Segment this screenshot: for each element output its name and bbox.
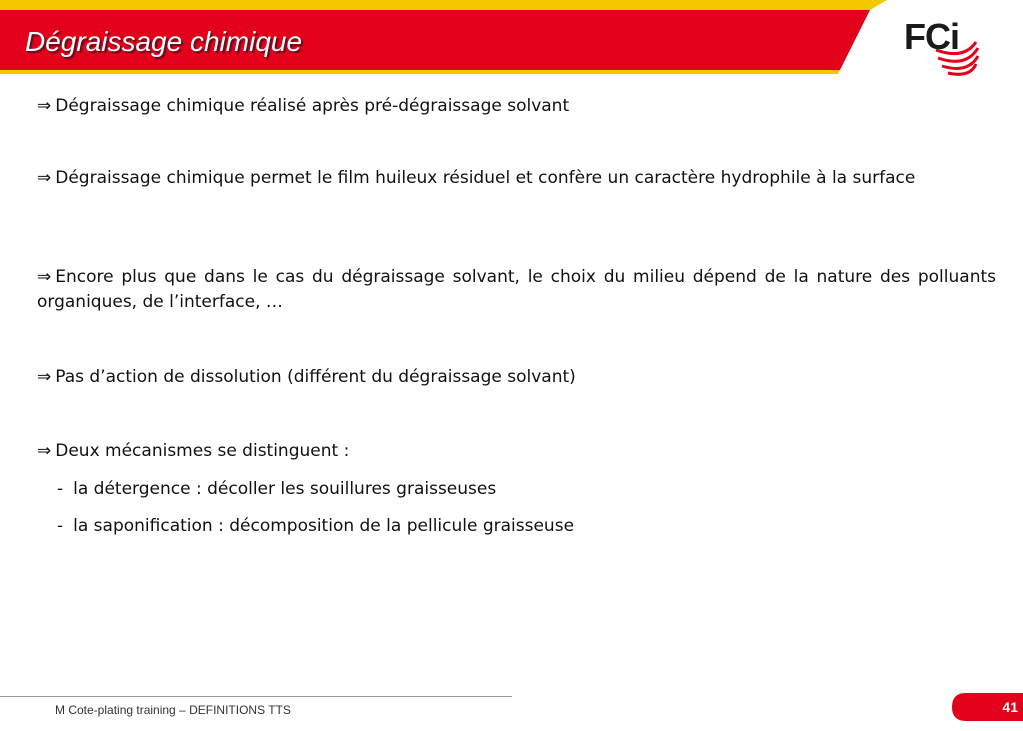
implies-arrow-icon: ⇒	[37, 441, 52, 461]
implies-arrow-icon: ⇒	[37, 96, 52, 116]
footer-text: M Cote-plating training – DEFINITIONS TTS	[55, 703, 291, 717]
bullet-text: Pas d’action de dissolution (différent du dégraissage solvant)	[55, 367, 576, 387]
bullet-text: Dégraissage chimique permet le film huileux résiduel et confère un caractère hydrophile à la surface	[55, 168, 916, 188]
sub-bullet-2	[57, 514, 574, 539]
bullet-5	[37, 439, 349, 464]
page-number: 41	[1002, 699, 1018, 715]
slide-title: Dégraissage chimique	[25, 26, 303, 57]
fci-logo	[904, 16, 980, 82]
bullet-2	[37, 166, 915, 191]
bullet-3	[37, 265, 996, 315]
implies-arrow-icon: ⇒	[37, 267, 52, 287]
bullet-text: Dégraissage chimique réalisé après pré-dégraissage solvant	[55, 96, 570, 116]
logo-text: FCi	[904, 16, 959, 57]
bullet-1	[37, 94, 569, 119]
logo-swoosh-icon	[934, 40, 980, 80]
implies-arrow-icon: ⇒	[37, 367, 52, 387]
sub-bullet-1	[57, 477, 496, 502]
bullet-text: Encore plus que dans le cas du dégraissage solvant, le choix du milieu dépend de la nature des polluants organiques, de l’interface, …	[37, 267, 996, 312]
implies-arrow-icon: ⇒	[37, 168, 52, 188]
sub-bullet-text: la détergence : décoller les souillures graisseuses	[73, 479, 497, 499]
dash-marker: -	[57, 516, 64, 536]
sub-bullet-text: la saponification : décomposition de la pellicule graisseuse	[73, 516, 575, 536]
dash-marker: -	[57, 479, 64, 499]
bullet-4	[37, 365, 576, 390]
footer-divider	[0, 696, 512, 697]
bullet-text: Deux mécanismes se distinguent :	[55, 441, 350, 461]
